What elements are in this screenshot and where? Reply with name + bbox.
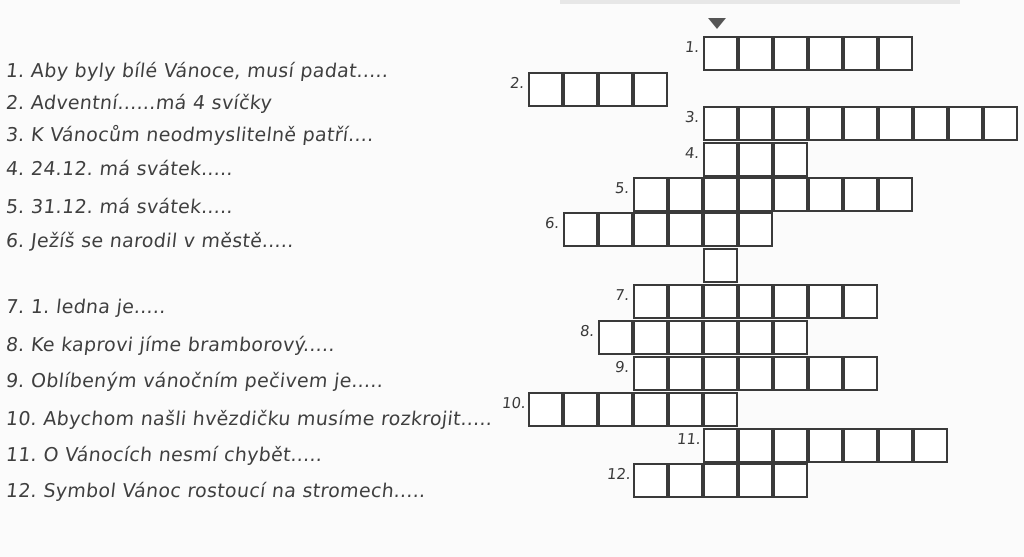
- crossword-cell[interactable]: [598, 320, 633, 355]
- crossword-cell[interactable]: [878, 177, 913, 212]
- crossword-cell[interactable]: [703, 284, 738, 319]
- clue-9: 9. Oblíbeným vánočním pečivem je.....: [4, 370, 385, 392]
- row-number-label: 10.: [501, 394, 527, 412]
- crossword-cell[interactable]: [668, 284, 703, 319]
- clue-4: 4. 24.12. má svátek.....: [4, 158, 235, 180]
- crossword-cell[interactable]: [668, 212, 703, 247]
- crossword-cell[interactable]: [633, 284, 668, 319]
- crossword-cell[interactable]: [703, 177, 738, 212]
- crossword-cell[interactable]: [633, 392, 668, 427]
- row-number-label: 5.: [614, 179, 631, 197]
- crossword-cell[interactable]: [738, 356, 773, 391]
- clue-11: 11. O Vánocích nesmí chybět.....: [4, 444, 324, 466]
- crossword-cell[interactable]: [738, 212, 773, 247]
- crossword-cell[interactable]: [738, 428, 773, 463]
- crossword-cell[interactable]: [738, 106, 773, 141]
- crossword-cell[interactable]: [878, 36, 913, 71]
- crossword-cell[interactable]: [738, 320, 773, 355]
- crossword-cell[interactable]: [563, 392, 598, 427]
- crossword-cell[interactable]: [738, 36, 773, 71]
- crossword-cell[interactable]: [773, 463, 808, 498]
- crossword-cell[interactable]: [703, 428, 738, 463]
- row-number-label: 9.: [614, 358, 631, 376]
- crossword-cell[interactable]: [633, 356, 668, 391]
- crossword-cell[interactable]: [668, 463, 703, 498]
- crossword-cell[interactable]: [808, 177, 843, 212]
- crossword-cell[interactable]: [668, 392, 703, 427]
- row-number-label: 4.: [684, 144, 701, 162]
- crossword-cell[interactable]: [703, 463, 738, 498]
- crossword-cell[interactable]: [563, 212, 598, 247]
- clue-3: 3. K Vánocům neodmyslitelně patří....: [4, 124, 376, 146]
- crossword-cell[interactable]: [633, 177, 668, 212]
- crossword-cell[interactable]: [528, 392, 563, 427]
- crossword-cell[interactable]: [598, 212, 633, 247]
- crossword-cell[interactable]: [773, 177, 808, 212]
- scan-edge: [560, 0, 960, 4]
- row-number-label: 7.: [614, 286, 631, 304]
- crossword-cell[interactable]: [633, 463, 668, 498]
- row-number-label: 12.: [606, 465, 632, 483]
- crossword-cell[interactable]: [738, 463, 773, 498]
- crossword-cell[interactable]: [773, 36, 808, 71]
- crossword-cell[interactable]: [843, 356, 878, 391]
- crossword-cell[interactable]: [843, 177, 878, 212]
- crossword-cell[interactable]: [808, 428, 843, 463]
- clue-7: 7. 1. ledna je.....: [4, 296, 168, 318]
- crossword-cell[interactable]: [773, 428, 808, 463]
- crossword-cell[interactable]: [633, 72, 668, 107]
- crossword-cell[interactable]: [668, 356, 703, 391]
- crossword-cell[interactable]: [703, 106, 738, 141]
- row-number-label: 2.: [509, 74, 526, 92]
- crossword-cell[interactable]: [843, 106, 878, 141]
- crossword-cell[interactable]: [703, 36, 738, 71]
- crossword-cell[interactable]: [738, 177, 773, 212]
- crossword-cell[interactable]: [843, 428, 878, 463]
- clue-5: 5. 31.12. má svátek.....: [4, 196, 235, 218]
- crossword-cell[interactable]: [773, 142, 808, 177]
- row-number-label: 8.: [579, 322, 596, 340]
- clue-6: 6. Ježíš se narodil v městě.....: [4, 230, 296, 252]
- row-number-label: 6.: [544, 214, 561, 232]
- crossword-cell[interactable]: [703, 356, 738, 391]
- crossword-cell[interactable]: [668, 177, 703, 212]
- crossword-cell[interactable]: [878, 106, 913, 141]
- crossword-cell[interactable]: [808, 356, 843, 391]
- crossword-cell[interactable]: [913, 106, 948, 141]
- crossword-cell[interactable]: [703, 142, 738, 177]
- crossword-cell[interactable]: [598, 72, 633, 107]
- crossword-cell[interactable]: [703, 248, 738, 283]
- clue-8: 8. Ke kaprovi jíme bramborový.....: [4, 334, 337, 356]
- crossword-cell[interactable]: [983, 106, 1018, 141]
- crossword-cell[interactable]: [808, 106, 843, 141]
- crossword-cell[interactable]: [738, 142, 773, 177]
- clue-2: 2. Adventní......má 4 svíčky: [4, 92, 274, 114]
- crossword-cell[interactable]: [773, 320, 808, 355]
- crossword-cell[interactable]: [773, 284, 808, 319]
- row-number-label: 11.: [676, 430, 702, 448]
- crossword-cell[interactable]: [948, 106, 983, 141]
- crossword-cell[interactable]: [633, 212, 668, 247]
- crossword-cell[interactable]: [913, 428, 948, 463]
- clue-1: 1. Aby byly bílé Vánoce, musí padat.....: [4, 60, 390, 82]
- row-number-label: 3.: [684, 108, 701, 126]
- crossword-cell[interactable]: [703, 392, 738, 427]
- crossword-cell[interactable]: [843, 284, 878, 319]
- row-number-label: 1.: [684, 38, 701, 56]
- crossword-cell[interactable]: [703, 212, 738, 247]
- crossword-cell[interactable]: [808, 36, 843, 71]
- crossword-cell[interactable]: [773, 356, 808, 391]
- crossword-cell[interactable]: [738, 284, 773, 319]
- crossword-cell[interactable]: [633, 320, 668, 355]
- crossword-cell[interactable]: [808, 284, 843, 319]
- crossword-cell[interactable]: [878, 428, 913, 463]
- crossword-cell[interactable]: [563, 72, 598, 107]
- crossword-cell[interactable]: [703, 320, 738, 355]
- clue-12: 12. Symbol Vánoc rostoucí na stromech.....: [4, 480, 427, 502]
- crossword-cell[interactable]: [843, 36, 878, 71]
- crossword-cell[interactable]: [598, 392, 633, 427]
- crossword-cell[interactable]: [773, 106, 808, 141]
- solution-column-marker-icon: [708, 18, 726, 29]
- clue-10: 10. Abychom našli hvězdičku musíme rozkrojit.....: [4, 408, 494, 430]
- crossword-cell[interactable]: [668, 320, 703, 355]
- crossword-cell[interactable]: [528, 72, 563, 107]
